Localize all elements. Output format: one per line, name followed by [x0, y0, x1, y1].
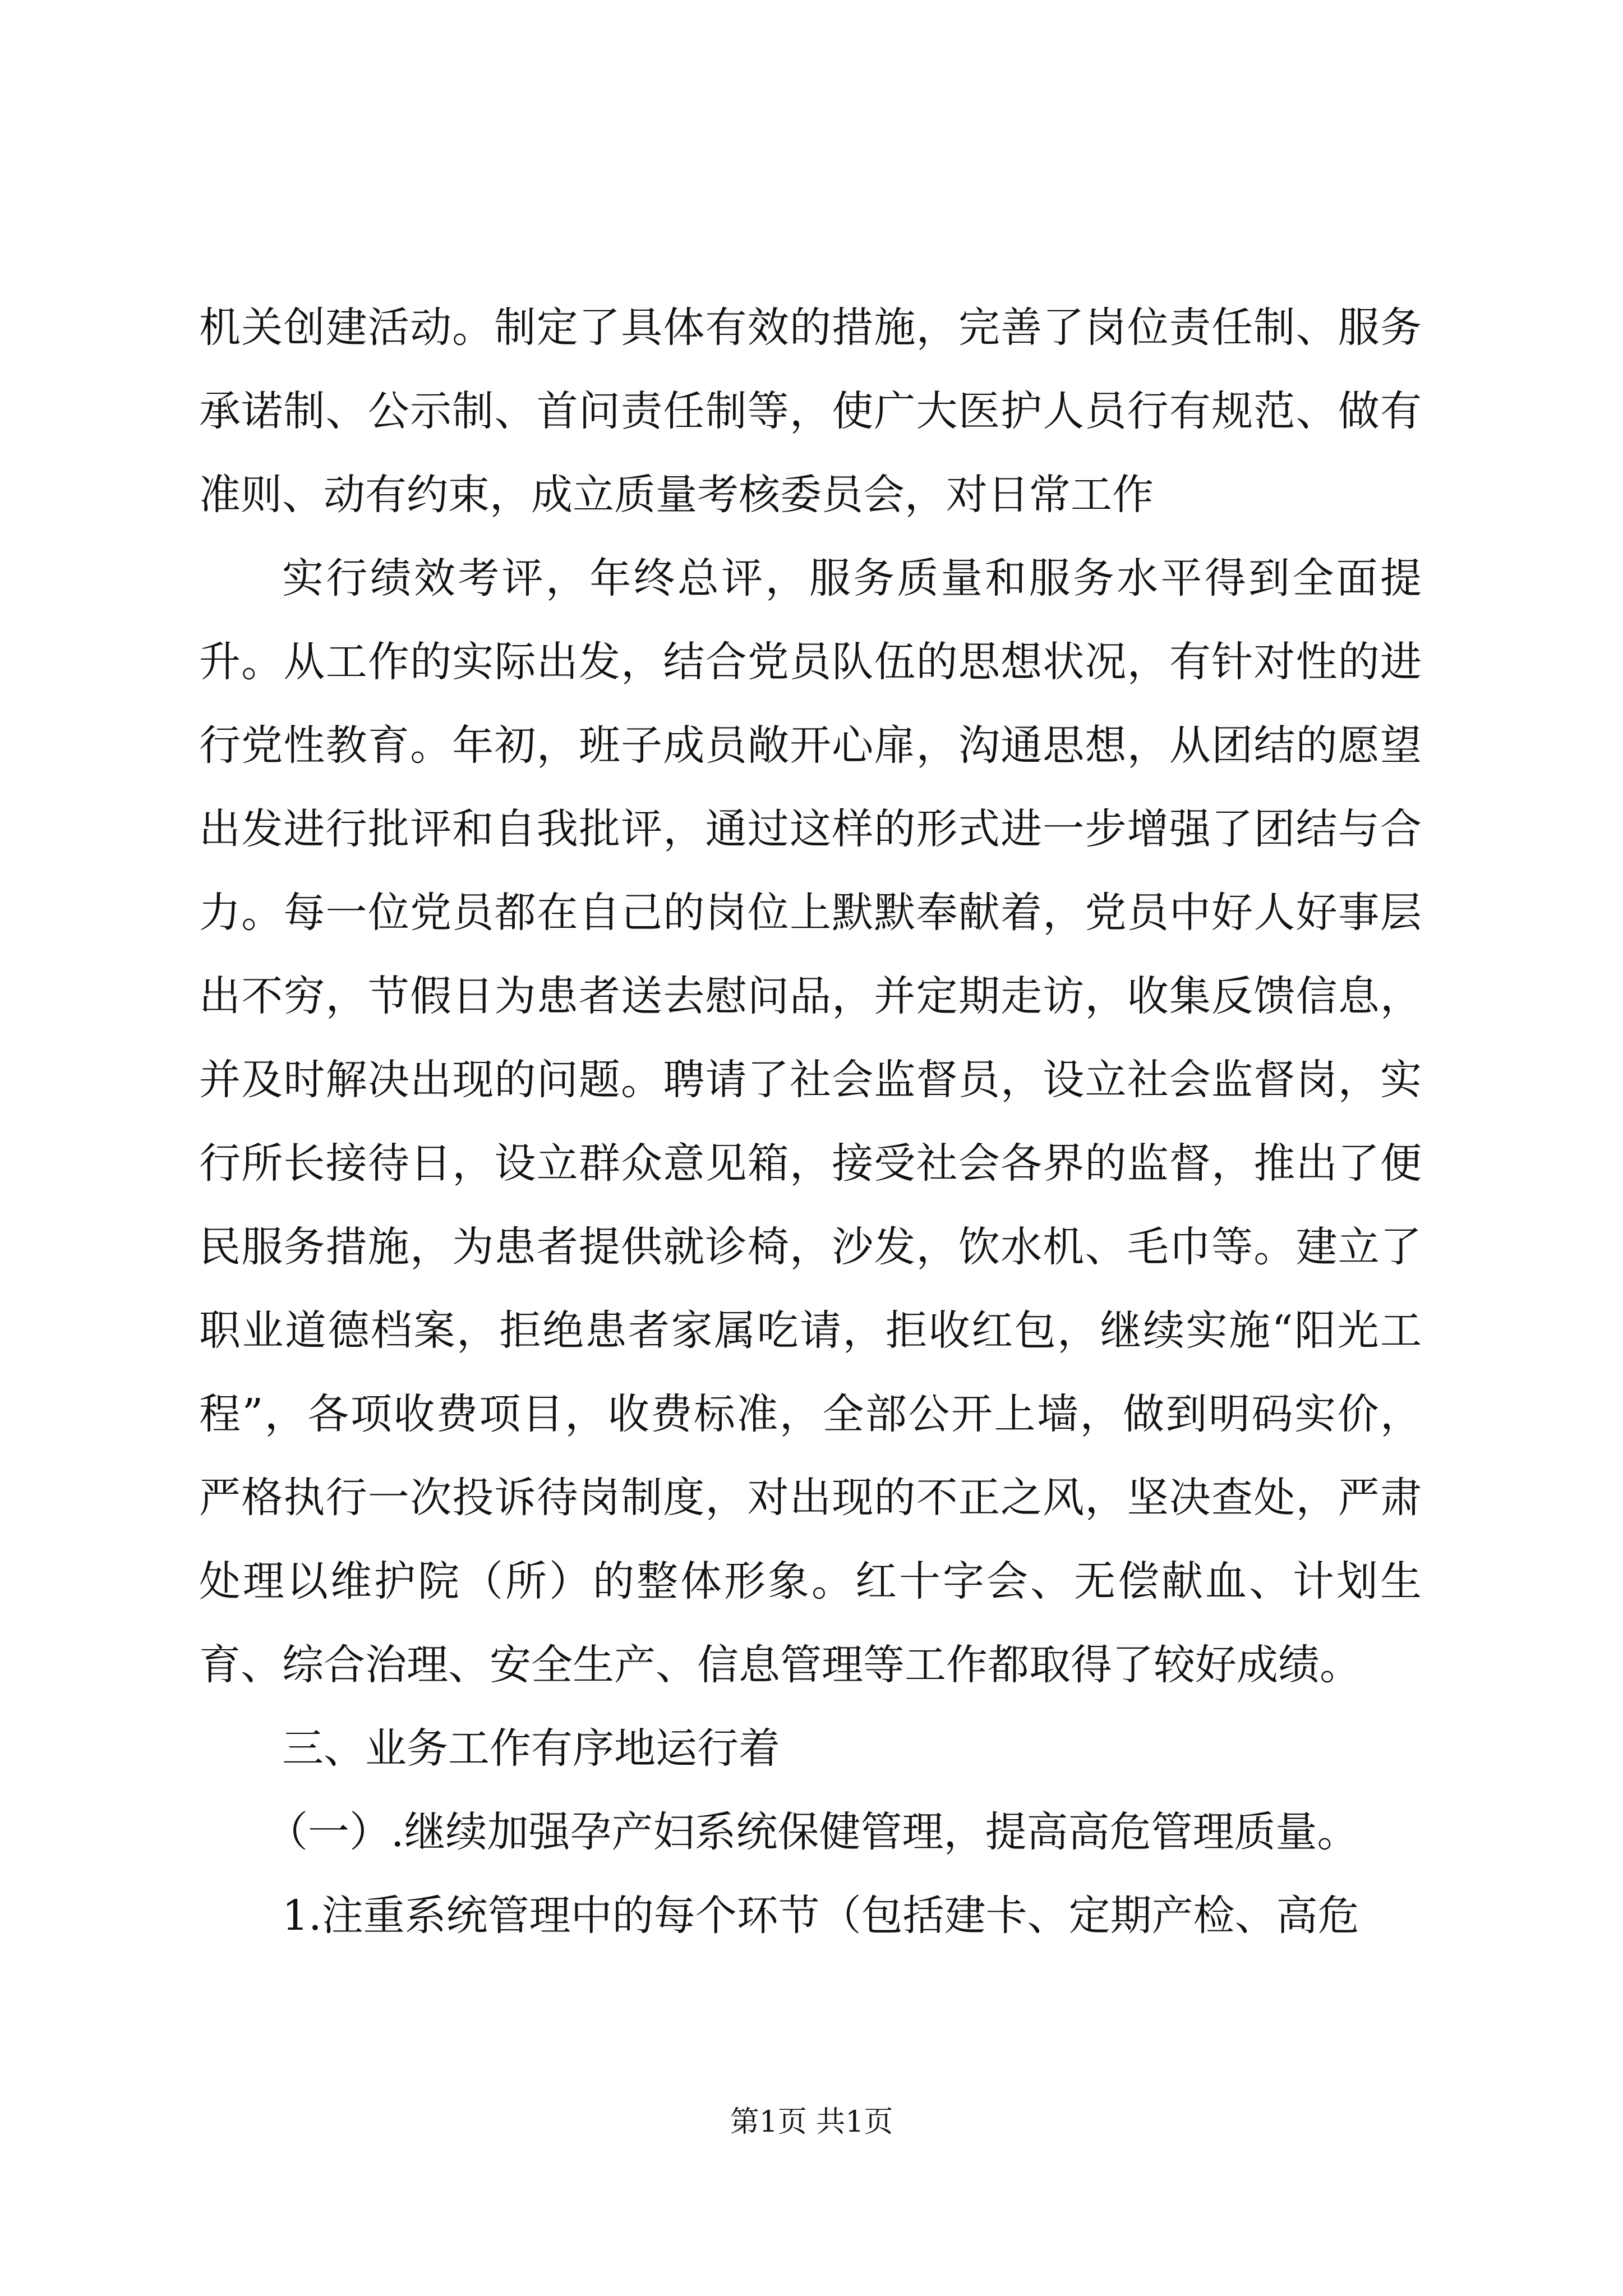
- section-heading-business-work: 三、业务工作有序地运行着: [282, 1724, 780, 1773]
- page-number-footer: 第1页 共1页: [730, 2105, 893, 2139]
- list-item-system-management: 1.注重系统管理中的每个环节（包括建卡、定期产检、高危: [282, 1892, 1359, 1940]
- paragraph-performance-evaluation: 实行绩效考评，年终总评，服务质量和服务水平得到全面提升。从工作的实际出发，结合党员队伍的思想状况，有针对性的进行党性教育。年初，班子成员敞开心扉，沟通思想，从团结的愿望出发进行批评和自我批评，通过这样的形式进一步增强了团结与合力。每一位党员都在自己的岗位上默默奉献着，党员中好人好事层出不穷，节假日为患者送去慰问品，并定期走访，收集反馈信息，并及时解决出现的问题。聘请了社会监督员，设立社会监督岗，实行所长接待日，设立群众意见箱，接受社会各界的监督，推出了便民服务措施，为患者提供就诊椅，沙发，饮水机、毛巾等。建立了职业道德档案，拒绝患者家属吃请，拒收红包，继续实施“阳光工程”，各项收费项目，收费标准，全部公开上墙，做到明码实价，严格执行一次投诉待岗制度，对出现的不正之风，坚决查处，严肃处理以维护院（所）的整体形象。红十字会、无偿献血、计划生育、综合治理、安全生产、信息管理等工作都取得了较好成绩。: [199, 554, 1422, 1689]
- document-body: [199, 286, 1422, 1958]
- paragraph-continuation: 机关创建活动。制定了具体有效的措施，完善了岗位责任制、服务承诺制、公示制、首问责任制等，使广大医护人员行有规范、做有准则、动有约束，成立质量考核委员会，对日常工作: [199, 303, 1422, 519]
- subsection-heading-maternal-care: （一）.继续加强孕产妇系统保健管理，提高高危管理质量。: [266, 1808, 1359, 1856]
